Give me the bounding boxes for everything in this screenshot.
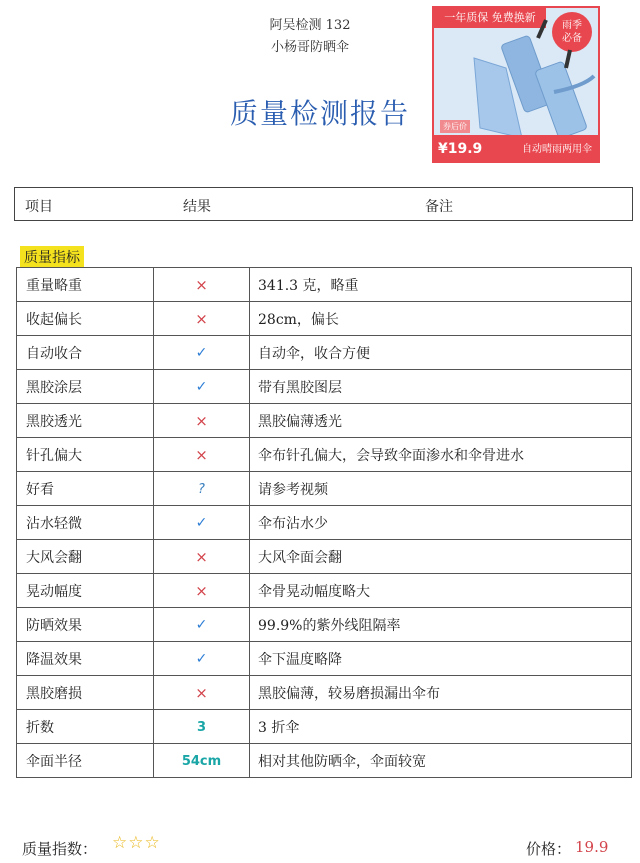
row-note: 大风伞面会翻 [250,540,632,574]
row-note: 341.3 克，略重 [250,268,632,302]
row-item: 降温效果 [17,642,154,676]
table-row [17,710,632,744]
table-row [17,676,632,710]
table-row [17,336,632,370]
column-header-row [14,187,633,221]
row-item: 防晒效果 [17,608,154,642]
product-ad-image[interactable] [432,6,600,163]
result-mark: ✓ [195,650,208,667]
result-mark: × [195,547,208,566]
row-note: 3 折伞 [250,710,632,744]
row-result [154,472,250,506]
table-row [17,506,632,540]
row-result [154,540,250,574]
row-result [154,438,250,472]
row-item: 好看 [17,472,154,506]
row-result [154,642,250,676]
table-row [17,574,632,608]
quality-table [16,267,632,778]
result-mark: × [195,581,208,600]
row-note: 28cm，偏长 [250,302,632,336]
row-note: 请参考视频 [250,472,632,506]
row-note: 相对其他防晒伞，伞面较宽 [250,744,632,778]
result-mark: ✓ [195,514,208,531]
result-mark: × [195,309,208,328]
row-item: 重量略重 [17,268,154,302]
section-title: 质量指标 [20,246,84,268]
ad-price-tag: 券后价 [440,120,470,133]
result-mark: × [195,275,208,294]
row-result [154,608,250,642]
result-mark: × [195,683,208,702]
row-result [154,302,250,336]
row-item: 黑胶涂层 [17,370,154,404]
row-note: 伞骨晃动幅度略大 [250,574,632,608]
table-row [17,370,632,404]
result-mark: ✓ [195,378,208,395]
row-result [154,506,250,540]
row-result [154,404,250,438]
ad-badge-line2: 必备 [562,33,582,44]
result-mark: 3 [196,719,207,735]
row-item: 黑胶透光 [17,404,154,438]
table-row [17,438,632,472]
table-row [17,540,632,574]
ad-bottom-text: 自动晴雨两用伞 [522,144,592,155]
row-item: 黑胶磨损 [17,676,154,710]
ad-price: ¥19.9 [438,141,483,157]
row-item: 收起偏长 [17,302,154,336]
quality-index-label: 质量指数： [22,840,98,858]
product-name: 小杨哥防晒伞 [270,40,349,55]
star-rating: ☆☆☆ [112,833,161,853]
row-item: 沾水轻微 [17,506,154,540]
row-result [154,574,250,608]
row-note: 伞布针孔偏大，会导致伞面渗水和伞骨进水 [250,438,632,472]
table-row [17,302,632,336]
table-row [17,744,632,778]
row-item: 折数 [17,710,154,744]
table-row [17,268,632,302]
result-mark: × [195,411,208,430]
report-source: 阿吴检测 132 [269,18,351,33]
result-mark: 54cm [181,753,222,769]
row-item: 针孔偏大 [17,438,154,472]
row-note: 伞布沾水少 [250,506,632,540]
table-row [17,404,632,438]
price-label: 价格： [526,840,572,858]
row-item: 自动收合 [17,336,154,370]
ad-badge-line1: 雨季 [562,20,582,31]
column-header-note: 备注 [425,199,453,215]
ad-top-banner: 一年质保 免费换新 [434,8,546,28]
column-header-item: 项目 [25,199,53,215]
row-item: 大风会翻 [17,540,154,574]
row-result [154,676,250,710]
result-mark: ✓ [195,344,208,361]
row-note: 带有黑胶图层 [250,370,632,404]
row-result [154,268,250,302]
table-row [17,472,632,506]
row-note: 自动伞，收合方便 [250,336,632,370]
table-row [17,642,632,676]
price-value: 19.9 [575,838,609,856]
row-note: 黑胶偏薄，较易磨损漏出伞布 [250,676,632,710]
row-result [154,710,250,744]
row-note: 99.9%的紫外线阻隔率 [250,608,632,642]
page-title: 质量检测报告 [229,97,410,130]
column-header-result: 结果 [183,199,211,215]
row-result [154,336,250,370]
row-note: 黑胶偏薄透光 [250,404,632,438]
row-item: 伞面半径 [17,744,154,778]
row-note: 伞下温度略降 [250,642,632,676]
row-result [154,744,250,778]
result-mark: ✓ [195,616,208,633]
row-item: 晃动幅度 [17,574,154,608]
result-mark: ? [198,481,205,497]
result-mark: × [195,445,208,464]
table-row [17,608,632,642]
row-result [154,370,250,404]
